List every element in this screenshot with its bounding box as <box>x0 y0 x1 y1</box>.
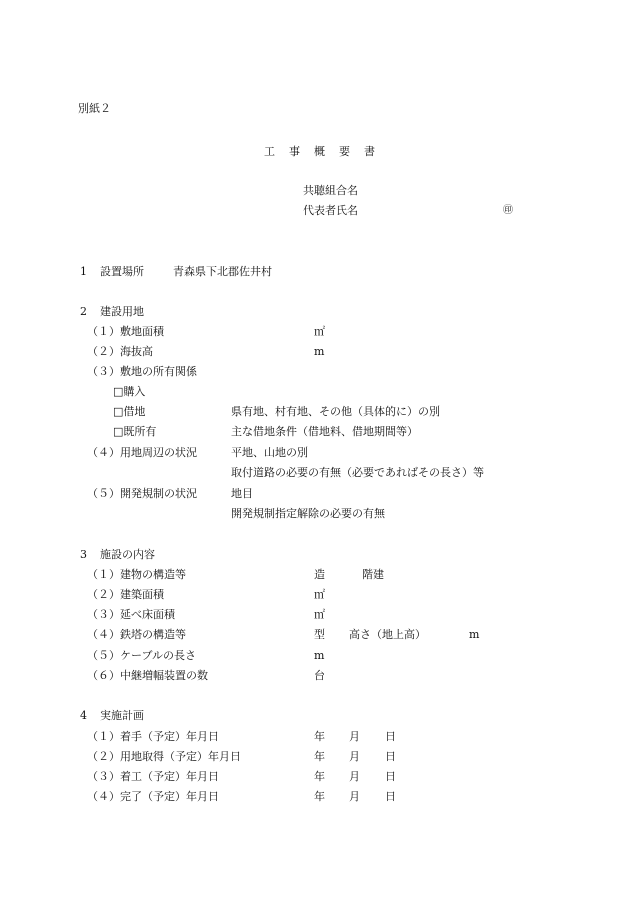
construction-start-date-month: 月 <box>349 770 360 783</box>
sec1-number: 1 <box>80 265 87 278</box>
ownership-purchase-checkbox: □購入 <box>113 385 146 398</box>
tower-structure-label: （４）鉄塔の構造等 <box>87 628 186 641</box>
surroundings-note-1: 平地、山地の別 <box>231 446 308 459</box>
regulation-note-1: 地目 <box>231 487 253 500</box>
site-area-unit: ㎡ <box>314 325 325 338</box>
sec3-label: 施設の内容 <box>100 548 155 561</box>
regulation-note-2: 開発規制指定解除の必要の有無 <box>231 507 385 520</box>
floor-area-label: （３）延べ床面積 <box>87 608 175 621</box>
ownership-label: （３）敷地の所有関係 <box>87 365 197 378</box>
ownership-lease-note: 県有地、村有地、その他（具体的に）の別 <box>231 405 440 418</box>
sec1-label: 設置場所 <box>100 265 144 278</box>
page-title: 工事概要書 <box>264 145 389 158</box>
tower-height-label: 高さ（地上高） <box>349 628 426 641</box>
regulation-label: （５）開発規制の状況 <box>87 487 197 500</box>
sec1-value: 青森県下北郡佐井村 <box>173 265 272 278</box>
start-date-month: 月 <box>349 730 360 743</box>
sec2-label: 建設用地 <box>100 305 144 318</box>
land-acquisition-date-month: 月 <box>349 750 360 763</box>
completion-date-month: 月 <box>349 790 360 803</box>
surroundings-note-2: 取付道路の必要の有無（必要であればその長さ）等 <box>231 466 484 479</box>
start-date-day: 日 <box>385 730 396 743</box>
completion-date-label: （４）完了（予定）年月日 <box>87 790 219 803</box>
amplifier-count-label: （６）中継増幅装置の数 <box>87 669 208 682</box>
building-floors-label: 階建 <box>362 568 384 581</box>
ownership-existing-note: 主な借地条件（借地料、借地期間等） <box>231 425 418 438</box>
building-structure-label: （１）建物の構造等 <box>87 568 186 581</box>
ownership-lease-checkbox: □借地 <box>113 405 146 418</box>
construction-start-date-day: 日 <box>385 770 396 783</box>
cable-length-unit: m <box>314 649 325 662</box>
cable-length-label: （５）ケーブルの長さ <box>87 649 197 662</box>
land-acquisition-date-day: 日 <box>385 750 396 763</box>
ownership-existing-checkbox: □既所有 <box>113 425 157 438</box>
surroundings-label: （４）用地周辺の状況 <box>87 446 197 459</box>
amplifier-count-unit: 台 <box>314 669 325 682</box>
land-acquisition-date-label: （２）用地取得（予定）年月日 <box>87 750 241 763</box>
building-area-unit: ㎡ <box>314 588 325 601</box>
building-area-label: （２）建築面積 <box>87 588 164 601</box>
tower-type-unit: 型 <box>314 628 325 641</box>
construction-start-date-year: 年 <box>314 770 325 783</box>
altitude-unit: m <box>314 345 325 358</box>
construction-start-date-label: （３）着工（予定）年月日 <box>87 770 219 783</box>
sec4-label: 実施計画 <box>100 709 144 722</box>
start-date-label: （１）着手（予定）年月日 <box>87 730 219 743</box>
sec4-number: 4 <box>80 709 87 722</box>
completion-date-day: 日 <box>385 790 396 803</box>
floor-area-unit: ㎡ <box>314 608 325 621</box>
org-name-label: 共聴組合名 <box>303 184 358 197</box>
altitude-label: （２）海抜高 <box>87 345 153 358</box>
annex-label: 別紙２ <box>78 102 111 115</box>
building-structure-unit: 造 <box>314 568 325 581</box>
seal-mark: ㊞ <box>503 205 513 216</box>
sec3-number: 3 <box>80 548 87 561</box>
representative-label: 代表者氏名 <box>303 204 358 217</box>
start-date-year: 年 <box>314 730 325 743</box>
completion-date-year: 年 <box>314 790 325 803</box>
tower-height-unit: m <box>469 628 480 641</box>
site-area-label: （１）敷地面積 <box>87 325 164 338</box>
sec2-number: 2 <box>80 305 87 318</box>
land-acquisition-date-year: 年 <box>314 750 325 763</box>
